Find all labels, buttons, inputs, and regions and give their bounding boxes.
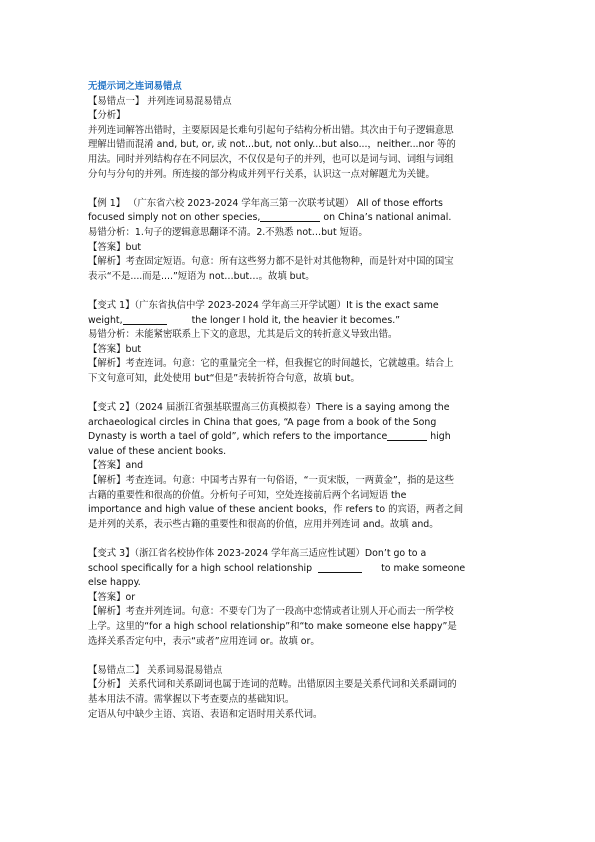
variant3-explanation-line: 上学。这里的“for a high school relationship”和“to make someone else happy”是 xyxy=(88,620,457,632)
variant3-question-line: 【变式 3】（浙江省名校协作体 2023-2024 学年高三适应性试题）Don’t go to a xyxy=(88,548,427,559)
variant2-question-line xyxy=(88,430,506,445)
variant2-question-line: value of these ancient books. xyxy=(88,445,227,457)
section1-analysis-line: 用法。同时并列结构存在不同层次，不仅仅是句子的并列，也可以是词与词、词组与词组 xyxy=(88,153,454,165)
variant1-explanation-line: 下文句意可知，此处使用 but“但是”表转折符合句意，故填 but。 xyxy=(88,372,360,384)
variant2-question-line: archaeological circles in China that goes, “A page from a book of the Song xyxy=(88,416,437,428)
example1-explanation-line: 【解析】考查固定短语。句意：所有这些努力都不是针对其他物种，而是针对中国的国宝 xyxy=(88,256,454,268)
variant3-explanation-line: 选择关系否定句中，表示“或者”应用连词 or。故填 or。 xyxy=(88,635,320,647)
section2-analysis-line: 基本用法不清。需掌握以下考查要点的基础知识。 xyxy=(88,693,295,705)
variant2-text: high xyxy=(427,431,451,443)
variant2-explanation-line: 【解析】考查连词。句意：中国考古界有一句俗语，“一页宋版，一两黄金”，指的是这些 xyxy=(88,475,454,487)
example1-text: on China’s national animal. xyxy=(320,212,452,224)
answer-blank xyxy=(318,562,362,573)
section2-header: 【易错点二】 关系词易混易错点 xyxy=(88,664,223,676)
document-page xyxy=(88,80,506,722)
example1-question-line: 【例 1】 （广东省六校 2023-2024 学年高三第一次联考试题） All of those efforts xyxy=(88,197,443,209)
section1-analysis-line: 并列连词解答出错时，主要原因是长难句引起句子结构分析出错。其次由于句子逻辑意思 xyxy=(88,124,454,136)
section1-header: 【易错点一】 并列连词易混易错点 xyxy=(88,95,232,107)
example1-explanation-line: 表示“不是....而是....”短语为 not…but…。故填 but。 xyxy=(88,270,315,282)
variant3-explanation-line: 【解析】考查并列连词。句意：不要专门为了一段高中恋情或者让别人开心而去一所学校 xyxy=(88,606,454,618)
variant1-error-analysis: 易错分析：未能紧密联系上下文的意思，尤其是后文的转折意义导致出错。 xyxy=(88,329,398,341)
section1-analysis-line: 分句与分句的并列。所连接的部分构成并列平行关系，认识这一点对解题尤为关键。 xyxy=(88,168,435,180)
variant2-answer: 【答案】and xyxy=(88,460,144,472)
section1-analysis-line: 理解出错而混淆 and, but, or, 或 not...but, not only...but also...，neither...nor 等的 xyxy=(88,139,456,151)
variant3-text: school specifically for a high school relationship xyxy=(88,562,313,574)
section2-analysis-line: 定语从句中缺少主语、宾语、表语和定语时用关系代词。 xyxy=(88,708,323,720)
example1-text: focused simply not on other species, xyxy=(88,212,261,224)
variant3-answer: 【答案】or xyxy=(88,591,136,603)
variant1-text: the longer I hold it, the heavier it becomes.” xyxy=(188,314,401,326)
variant1-explanation-line: 【解析】考查连词。句意：它的重量完全一样，但我握它的时间越长，它就越重。结合上 xyxy=(88,358,454,370)
variant1-answer: 【答案】but xyxy=(88,343,142,355)
variant2-question-line: 【变式 2】（2024 届浙江省强基联盟高三仿真模拟卷）There is a saying among the xyxy=(88,402,450,414)
variant2-explanation-line: 是并列的关系，表示些古籍的重要性和很高的价值，应用并列连词 and。故填 and。 xyxy=(88,518,439,530)
variant2-text: Dynasty is worth a tael of gold”, which refers to the importance xyxy=(88,431,388,443)
variant1-text: weight, xyxy=(88,314,123,326)
document-title: 无提示词之连词易错点 xyxy=(88,81,182,92)
answer-blank xyxy=(260,211,320,222)
variant2-explanation-line: importance and high value of these ancient books，作 refers to 的宾语，两者之间 xyxy=(88,504,464,516)
example1-error-analysis: 易错分析：1.句子的逻辑意思翻译不清。2.不熟悉 not…but 短语。 xyxy=(88,226,368,238)
variant3-question-line: else happy. xyxy=(88,577,141,589)
example1-answer: 【答案】but xyxy=(88,241,142,253)
variant2-explanation-line: 古籍的重要性和很高的价值。分析句子可知，空处连接前后两个名词短语 the xyxy=(88,489,407,501)
answer-blank xyxy=(123,314,167,325)
section1-analysis-label: 【分析】 xyxy=(88,110,126,122)
answer-blank xyxy=(387,430,427,441)
variant1-question-line xyxy=(88,314,506,329)
variant3-question-line xyxy=(88,562,506,577)
section2-analysis-line: 【分析】 关系代词和关系副词也属于连词的范畴。出错原因主要是关系代词和关系副词的 xyxy=(88,679,457,691)
variant1-question-line: 【变式 1】（广东省执信中学 2023-2024 学年高三开学试题）It is the exact same xyxy=(88,299,439,311)
variant3-text: to make someone xyxy=(378,562,466,574)
example1-question-line xyxy=(88,211,506,226)
